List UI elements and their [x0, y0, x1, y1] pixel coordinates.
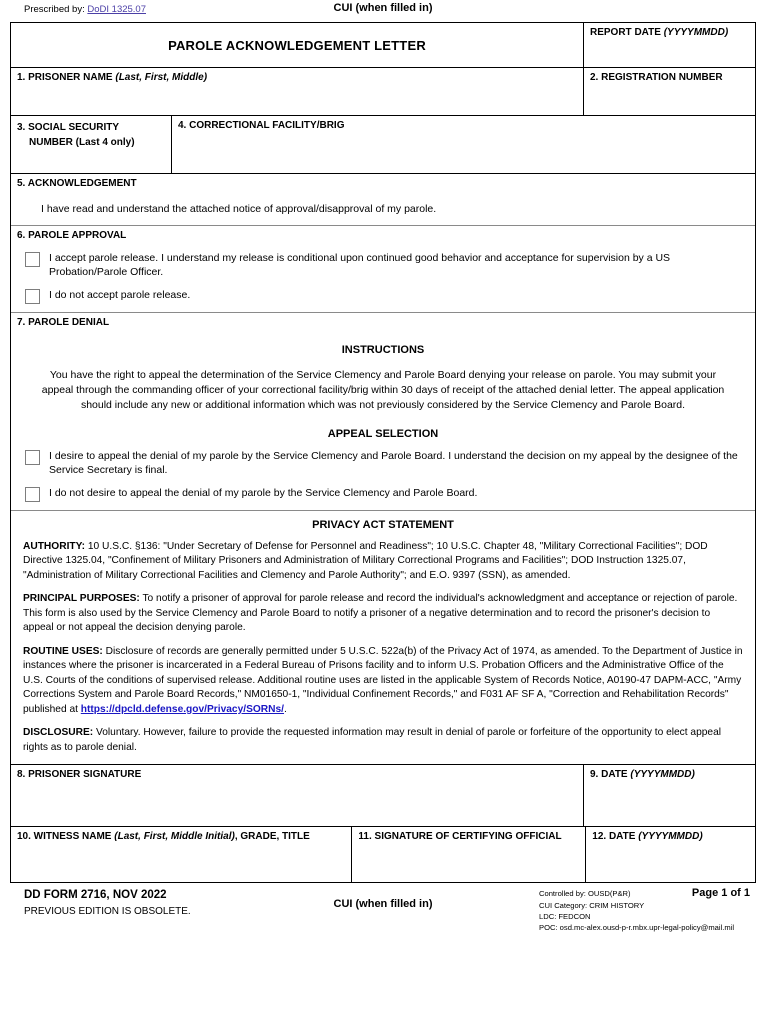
- ssn-label-line2: NUMBER (Last 4 only): [29, 136, 135, 148]
- registration-number-field[interactable]: [583, 68, 755, 115]
- parole-approval-label: 6. PAROLE APPROVAL: [17, 229, 127, 241]
- prisoner-name-label: 1. PRISONER NAME (Last, First, Middle): [17, 72, 208, 83]
- form-frame: [10, 22, 756, 883]
- ssn-label: 3. SOCIAL SECURITY NUMBER (Last 4 only): [11, 116, 171, 150]
- certifying-official-field[interactable]: [351, 827, 585, 882]
- decline-parole-label: I do not accept parole release.: [49, 289, 191, 302]
- accept-parole-checkbox[interactable]: [25, 252, 40, 267]
- authority-label: AUTHORITY:: [23, 540, 86, 552]
- acknowledgement-label: 5. ACKNOWLEDGEMENT: [17, 178, 137, 189]
- page-footer: [10, 886, 756, 938]
- ldc: LDC: FEDCON: [539, 911, 591, 921]
- prisoner-date-field[interactable]: [583, 765, 755, 826]
- facility-label: 4. CORRECTIONAL FACILITY/BRIG: [178, 120, 345, 131]
- previous-edition-note: PREVIOUS EDITION IS OBSOLETE.: [24, 906, 191, 918]
- page-number: Page 1 of 1: [691, 887, 750, 900]
- prisoner-date-format: (YYYYMMDD): [630, 769, 695, 781]
- cui-banner-top: CUI (when filled in): [333, 2, 433, 14]
- disclosure-label: DISCLOSURE:: [23, 727, 94, 739]
- dodi-link[interactable]: DoDI 1325.07: [87, 4, 146, 15]
- routine-uses-paragraph: [11, 636, 755, 717]
- certifying-date-field[interactable]: [585, 827, 755, 882]
- privacy-act-section: [11, 510, 755, 764]
- parole-denial-label: 7. PAROLE DENIAL: [17, 317, 110, 329]
- witness-name-field[interactable]: [11, 827, 351, 882]
- authority-text: 10 U.S.C. §136: "Under Secretary of Defense for Personnel and Readiness"; 10 U.S.C. Chapter 48, "Military Correctional Facilities"; DOD Directive 1325.04, "Confinement of Military Prisoners and Administration of Military Correctional Programs and Facilities"; DOD Instruction 1325.07, "Administration of Military Correctional Facilities and Clemency and Parole Authority"; and E.O. 9397 (SSN), as amended.: [23, 540, 708, 581]
- decline-parole-checkbox[interactable]: [25, 289, 40, 304]
- page-title: PAROLE ACKNOWLEDGEMENT LETTER: [168, 37, 426, 53]
- prisoner-name-row: [11, 67, 755, 115]
- appeal-selection-heading: APPEAL SELECTION: [327, 427, 439, 440]
- sorns-link[interactable]: https://dpcld.defense.gov/Privacy/SORNs/: [80, 703, 285, 715]
- principal-purposes-label: PRINCIPAL PURPOSES:: [23, 593, 140, 605]
- appeal-label: I desire to appeal the denial of my parole by the Service Clemency and Parole Board. I understand the decision on my appeal by the designee of the Service Secretary is final.: [49, 449, 738, 476]
- witness-name-hint: (Last, First, Middle Initial): [114, 831, 235, 843]
- certifying-date-format: (YYYYMMDD): [638, 831, 703, 843]
- acknowledgement-section: [11, 173, 755, 225]
- witness-row: [11, 826, 755, 882]
- acknowledgement-text: I have read and understand the attached notice of approval/disapproval of my parole.: [41, 202, 437, 215]
- prisoner-date-label: 9. DATE (YYYYMMDD): [590, 769, 695, 781]
- routine-uses-text: Disclosure of records are generally permitted under 5 U.S.C. 522a(b) of the Privacy Act of 1974, as amended. To the Department of Justice in instances where the prisoner is incarcerated in a Federal Bureau of Prisons facility and to inform U.S. Probation Officers and the Administrative Office of the U.S. Courts of the conditions of supervised release. Additional routine uses are listed in the applicable System of Records Notice, A0190-47 DAPM-ACC, "Army Corrections System and Parole Board Records," NM01650-1, "Individual Confinement Records," and F031 AF SF A, "Correction and Rehabilitation Records" published at: [23, 645, 743, 715]
- report-date-label: REPORT DATE (YYYYMMDD): [590, 27, 729, 38]
- ssn-hint: (Last 4 only): [75, 136, 135, 148]
- prisoner-signature-field[interactable]: [11, 765, 583, 826]
- no-appeal-option[interactable]: [11, 477, 755, 502]
- routine-uses-text-tail: .: [284, 703, 287, 715]
- instructions-heading: INSTRUCTIONS: [341, 343, 425, 356]
- cui-category: CUI Category: CRIM HISTORY: [539, 900, 645, 910]
- certifying-date-label: 12. DATE (YYYYMMDD): [592, 831, 703, 843]
- top-strip: [10, 0, 756, 22]
- decline-parole-option[interactable]: [11, 279, 755, 304]
- no-appeal-checkbox[interactable]: [25, 487, 40, 502]
- certifying-official-label: 11. SIGNATURE OF CERTIFYING OFFICIAL: [358, 831, 562, 843]
- principal-purposes-text: To notify a prisoner of approval for parole release and record the individual's acknowledgment and acceptance or rejection of parole. This form is also used by the Service Clemency and Parole Board to notify a prisoner of a negative determination and to record the prisoner's decision to appeal or not appeal the decision denying parole.: [23, 593, 738, 634]
- title-row: [11, 23, 755, 67]
- ssn-field[interactable]: [11, 116, 171, 173]
- authority-paragraph: [11, 531, 755, 583]
- report-date-cell[interactable]: [583, 23, 755, 67]
- form-number: DD FORM 2716, NOV 2022: [24, 889, 167, 902]
- controlled-by: Controlled by: OUSD(P&R): [539, 889, 631, 899]
- disclosure-text: Voluntary. However, failure to provide the requested information may result in denial of parole or forfeiture of the opportunity to elect appeal rights as to parole denial.: [23, 727, 722, 753]
- prisoner-name-hint: (Last, First, Middle): [115, 72, 208, 83]
- facility-field[interactable]: [171, 116, 755, 173]
- witness-name-label: 10. WITNESS NAME (Last, First, Middle Initial), GRADE, TITLE: [17, 831, 310, 843]
- routine-uses-label: ROUTINE USES:: [23, 645, 103, 657]
- poc: POC: osd.mc-alex.ousd-p-r.mbx.upr-legal-policy@mail.mil: [539, 923, 735, 933]
- prisoner-signature-label: 8. PRISONER SIGNATURE: [17, 769, 142, 781]
- parole-denial-section: [11, 312, 755, 510]
- prescribed-by-prefix: Prescribed by:: [24, 4, 85, 15]
- accept-parole-label: I accept parole release. I understand my release is conditional upon continued good behavior and acceptance for supervision by a US Probation/Parole Officer.: [49, 252, 671, 279]
- ssn-facility-row: [11, 115, 755, 173]
- prisoner-name-field[interactable]: [11, 68, 583, 115]
- report-date-format: (YYYYMMDD): [663, 27, 729, 38]
- parole-approval-section: [11, 225, 755, 313]
- no-appeal-label: I do not desire to appeal the denial of my parole by the Service Clemency and Parole Board.: [49, 486, 478, 499]
- disclosure-paragraph: [11, 717, 755, 755]
- form-title-cell: [11, 23, 583, 67]
- accept-parole-option[interactable]: [11, 242, 755, 279]
- privacy-act-heading: PRIVACY ACT STATEMENT: [312, 518, 454, 531]
- appeal-option[interactable]: [11, 440, 755, 477]
- prisoner-signature-row: [11, 764, 755, 826]
- principal-purposes-paragraph: [11, 583, 755, 635]
- registration-number-label: 2. REGISTRATION NUMBER: [590, 72, 723, 83]
- witness-name-label-tail: , GRADE, TITLE: [234, 831, 310, 843]
- appeal-checkbox[interactable]: [25, 450, 40, 465]
- cui-banner-bottom: CUI (when filled in): [333, 898, 433, 911]
- instructions-text: You have the right to appeal the determination of the Service Clemency and Parole Board denying your release on parole. You may submit your appeal through the commanding officer of your correctional facility/brig within 30 days of receipt of the attached denial letter. The appeal application should include any new or additional information which was not previously considered by the Service Clemency and Parole Board.: [41, 368, 725, 412]
